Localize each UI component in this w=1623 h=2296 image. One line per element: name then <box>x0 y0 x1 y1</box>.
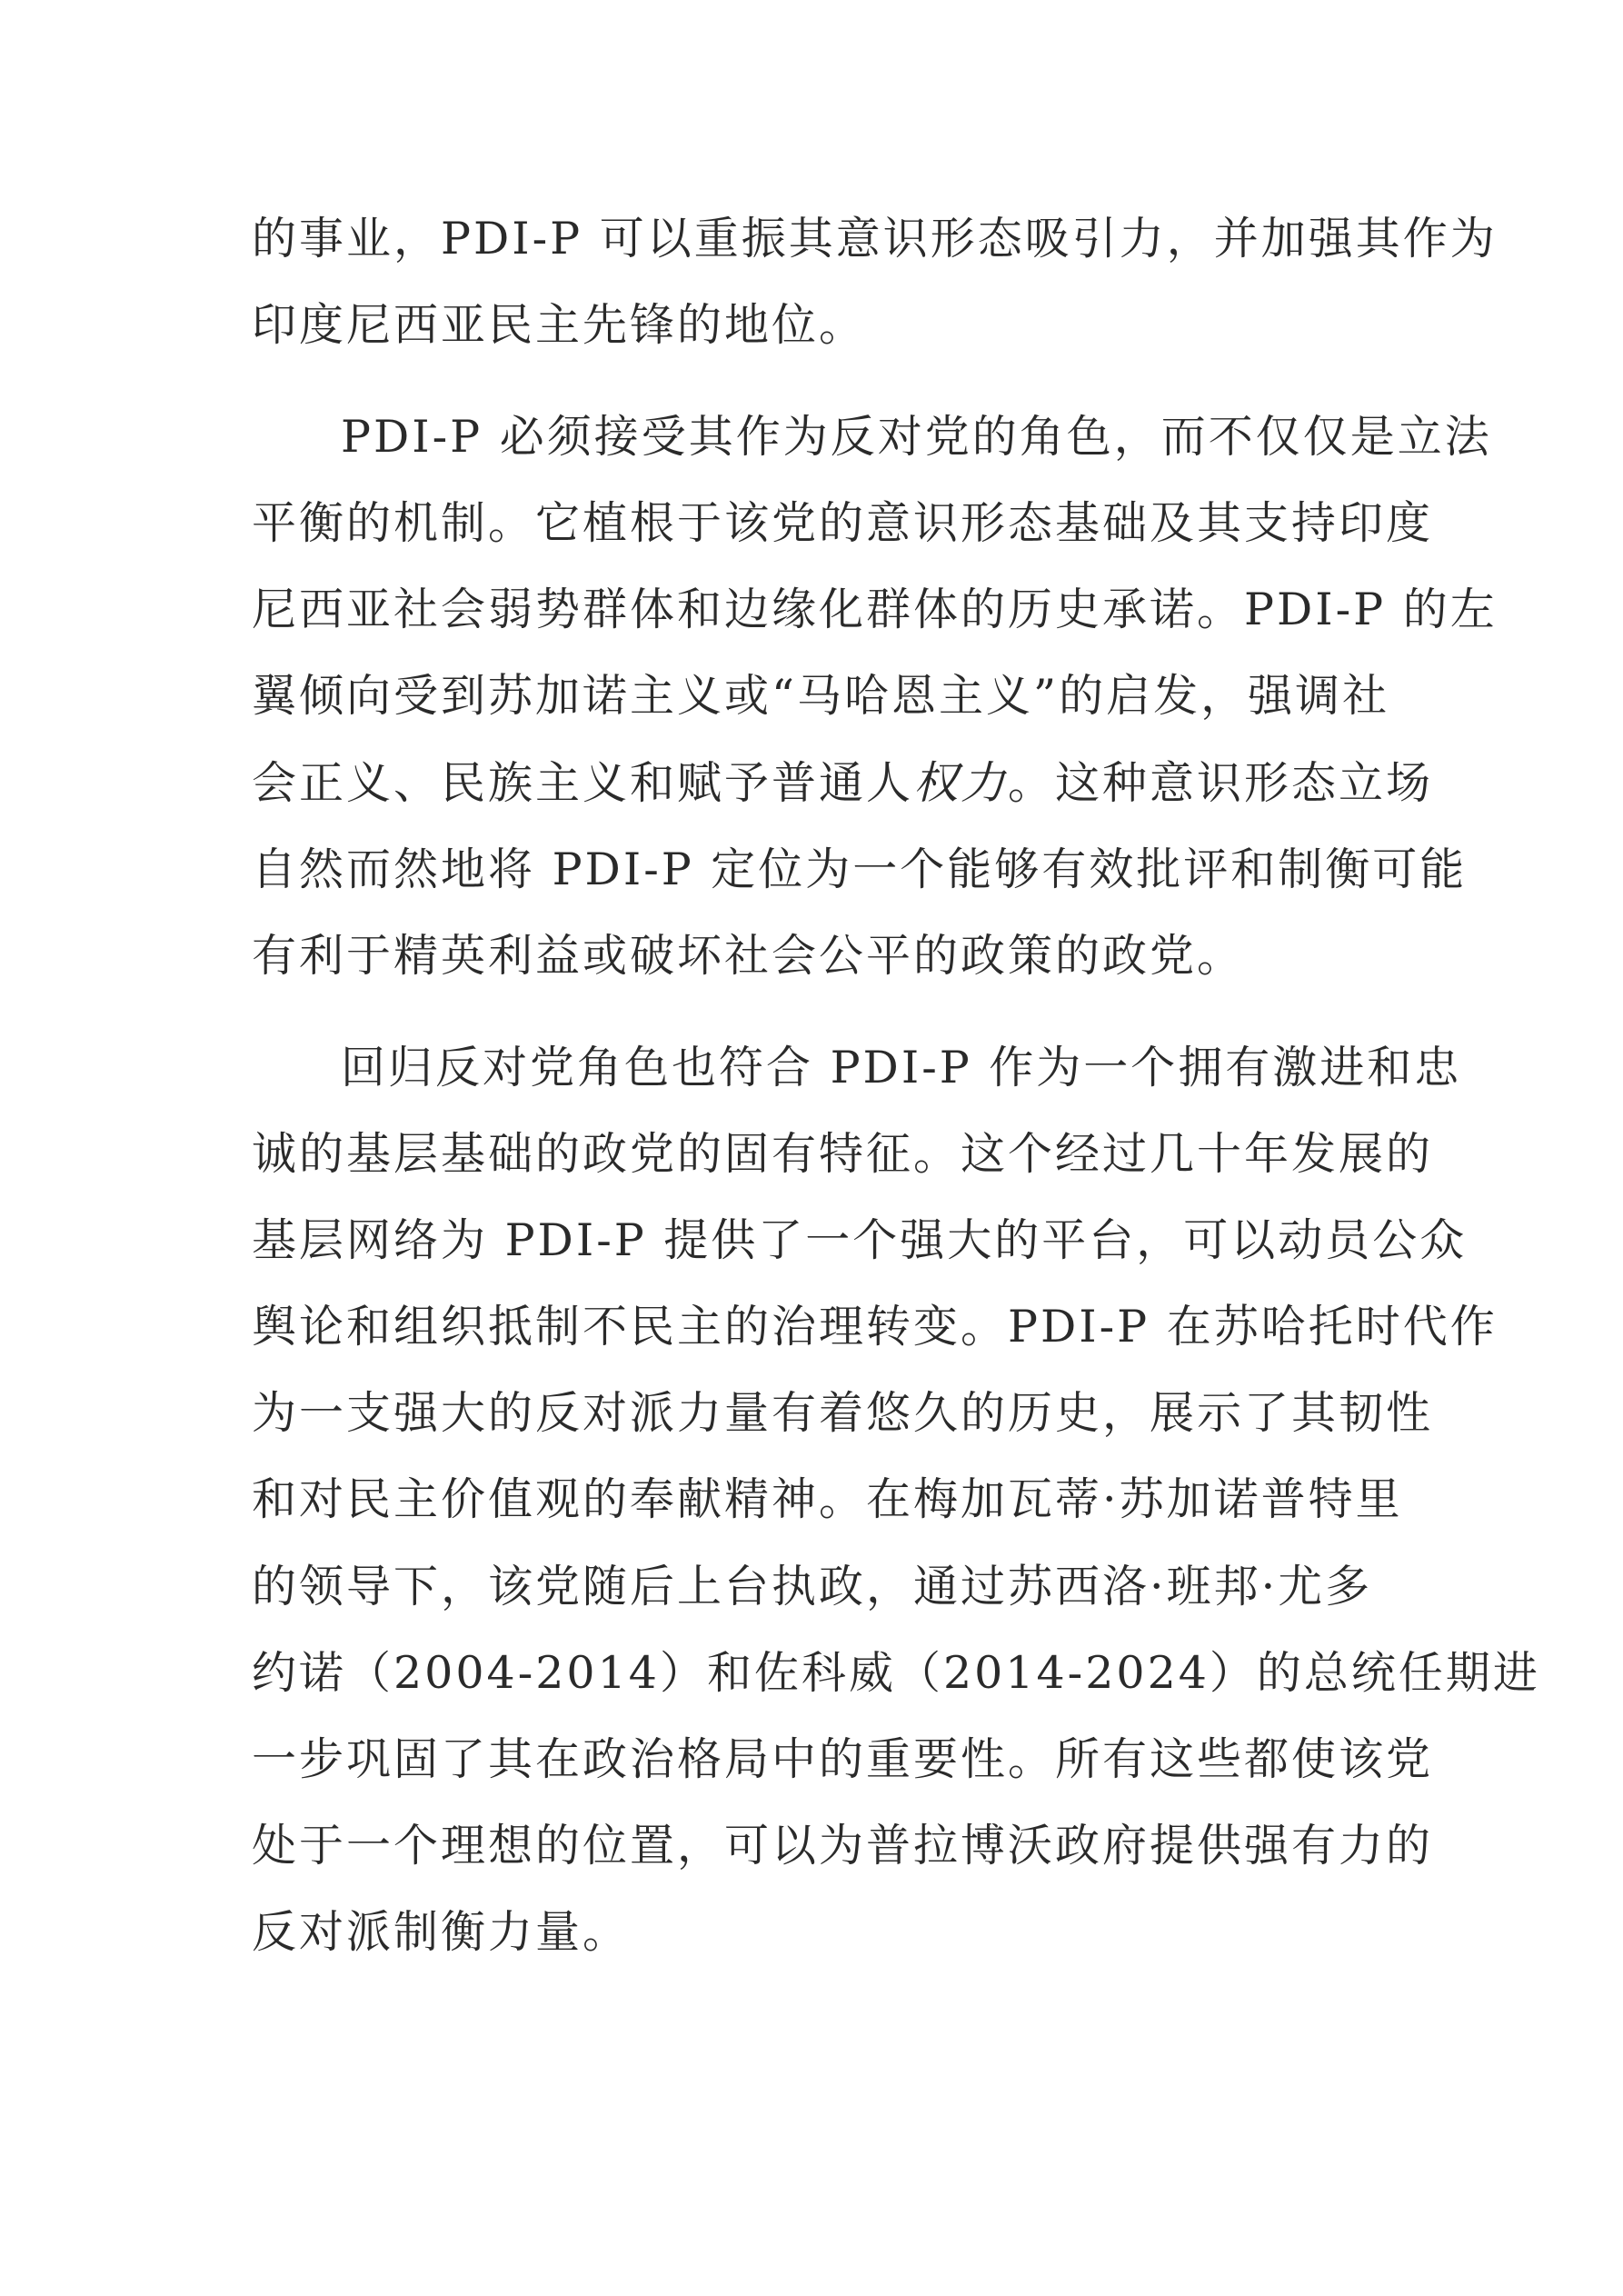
paragraph-3-line-2: 诚的基层基础的政党的固有特征。这个经过几十年发展的 <box>252 1128 1434 1180</box>
paragraph-3-line-6: 和对民主价值观的奉献精神。在梅加瓦蒂·苏加诺普特里 <box>252 1473 1403 1525</box>
paragraph-2-line-4: 翼倾向受到苏加诺主义或“马哈恩主义”的启发，强调社 <box>252 670 1390 722</box>
paragraph-2-line-5-text-b: 。这种意识形态立场 <box>1008 757 1434 809</box>
paragraph-3-line-10: 处于一个理想的位置，可以为普拉博沃政府提供强有力的 <box>252 1820 1434 1872</box>
paragraph-2-line-2: 平衡的机制。它植根于该党的意识形态基础及其支持印度 <box>252 497 1434 549</box>
paragraph-2-line-1: PDI-P 必须接受其作为反对党的角色，而不仅仅是立法 <box>341 411 1492 463</box>
paragraph-3-line-7: 的领导下，该党随后上台执政，通过苏西洛·班邦·尤多 <box>252 1561 1373 1612</box>
paragraph-3-line-4: 舆论和组织抵制不民主的治理转变。PDI-P 在苏哈托时代作 <box>252 1301 1498 1353</box>
paragraph-1-line-2: 印度尼西亚民主先锋的地位。 <box>252 299 867 351</box>
paragraph-3-line-9: 一步巩固了其在政治格局中的重要性。所有这些都使该党 <box>252 1733 1434 1785</box>
paragraph-2-line-6: 自然而然地将 PDI-P 定位为一个能够有效批评和制衡可能 <box>252 844 1468 895</box>
paragraph-2-line-5-text-a: 会正义、民族主义和赋予普通人 <box>252 757 914 809</box>
paragraph-3-line-8: 约诺（2004-2014）和佐科威（2014-2024）的总统任期进 <box>252 1647 1540 1699</box>
paragraph-2-line-3: 尼西亚社会弱势群体和边缘化群体的历史承诺。PDI-P 的左 <box>252 584 1498 635</box>
paragraph-3-line-5: 为一支强大的反对派力量有着悠久的历史，展示了其韧性 <box>252 1387 1434 1439</box>
paragraph-3-line-1: 回归反对党角色也符合 PDI-P 作为一个拥有激进和忠 <box>341 1042 1462 1093</box>
paragraph-3-line-3: 基层网络为 PDI-P 提供了一个强大的平台，可以动员公众 <box>252 1214 1468 1266</box>
paragraph-2-line-5-emphasis: 权力 <box>913 757 1009 809</box>
paragraph-1-line-1: 的事业，PDI-P 可以重振其意识形态吸引力，并加强其作为 <box>252 213 1498 265</box>
paragraph-2-line-7: 有利于精英利益或破坏社会公平的政策的政党。 <box>252 930 1245 982</box>
paragraph-3-line-11: 反对派制衡力量。 <box>252 1906 631 1958</box>
paragraph-2-line-5 <box>252 756 1433 811</box>
